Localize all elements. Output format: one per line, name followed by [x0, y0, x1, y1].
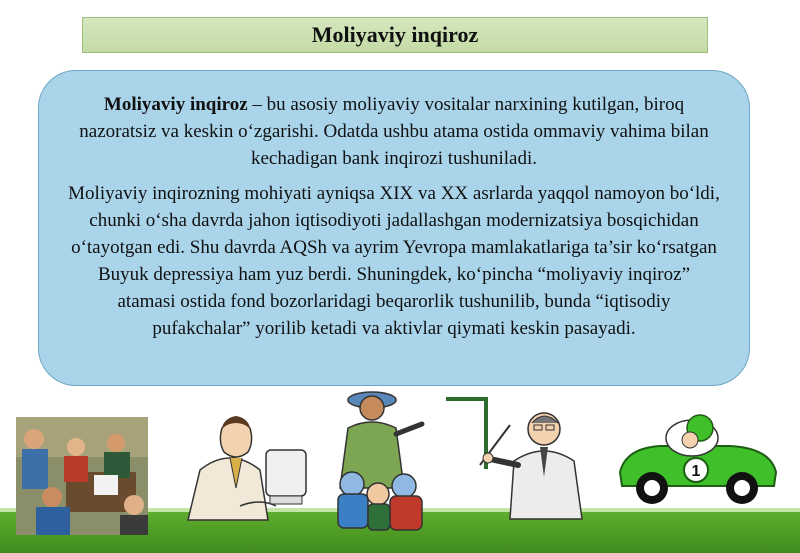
content-box: [38, 70, 750, 386]
title-bar: [82, 17, 708, 53]
definition-term: Moliyaviy inqiroz: [103, 94, 248, 115]
car-number: 1: [691, 463, 701, 480]
definition-paragraph: [67, 91, 721, 172]
man-at-computer-icon: [170, 410, 310, 528]
slide-title: Moliyaviy inqiroz: [311, 22, 479, 47]
history-paragraph: Moliyaviy inqirozning mohiyati ayniqsa XIX va XX asrlarda yaqqol namoyon bo‘ldi, chunki o‘sha davrda jahon iqtisodiyoti jadallashgan modernizatsiya bosqichidan o‘tayotgan edi. Shu davrda AQSh va ayrim Yevropa mamlakatlariga ta’sir ko‘rsatgan Buyuk depressiya ham yuz berdi. Shuningdek, ko‘pincha “moliyaviy inqiroz” atamasi ostida fond bozorlaridagi beqarorlik tushunilib, bunda “iqtisodiy pufakchalar” yorilib ketadi va aktivlar qiymati keskin pasayadi.: [68, 183, 720, 339]
meeting-clipart-icon: [16, 417, 148, 535]
definition-text: – bu asosiy moliyaviy vositalar narxining kutilgan, biroq nazoratsiz va keskin o‘zgarishi. Odatda ushbu atama ostida ommaviy vahima bilan kechadigan bank inqirozi tushuniladi.: [79, 94, 709, 169]
race-car-icon: [612, 410, 780, 510]
lecturer-at-board-icon: [440, 395, 590, 520]
teacher-with-children-icon: [330, 386, 434, 536]
